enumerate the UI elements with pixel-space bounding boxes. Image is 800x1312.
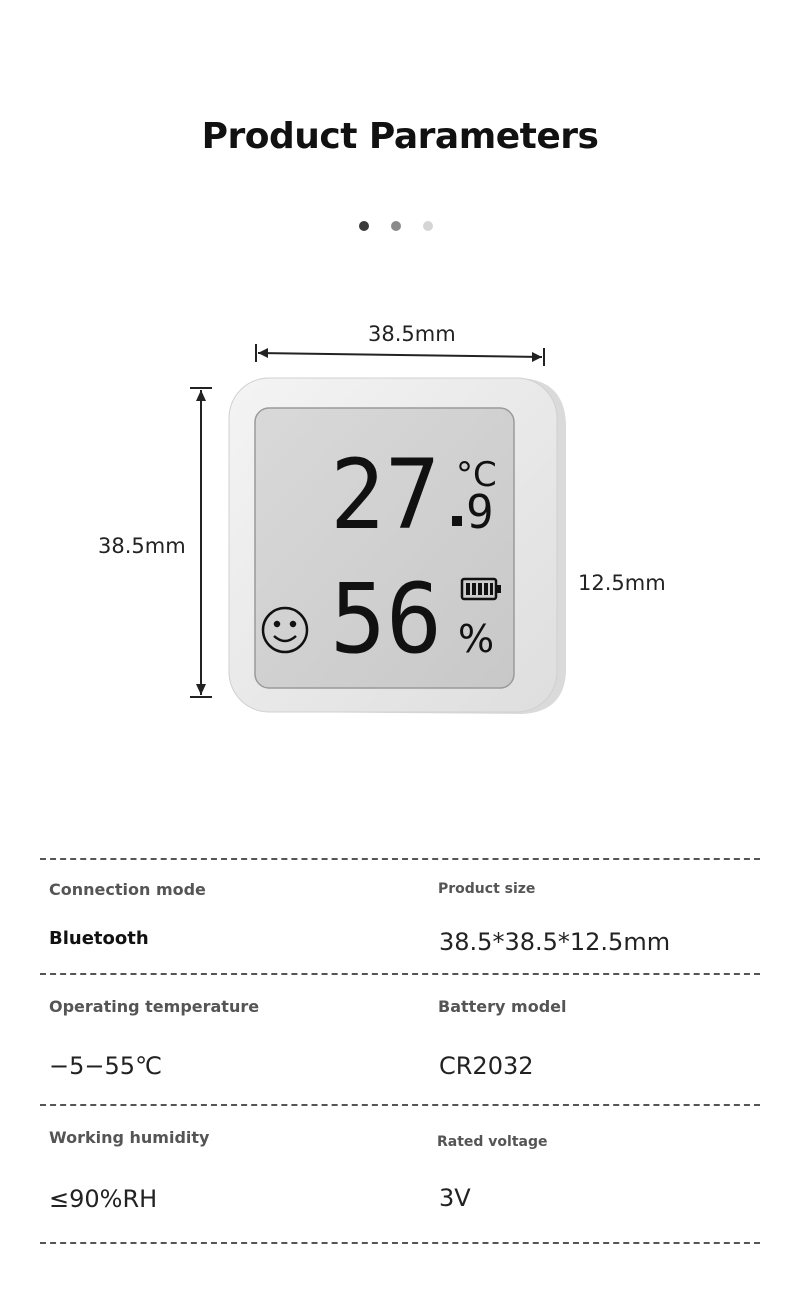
- lcd-temperature-unit: °C: [456, 455, 497, 495]
- param-value-product-size: 38.5*38.5*12.5mm: [439, 928, 671, 956]
- param-value-rated-voltage: 3V: [439, 1184, 471, 1212]
- param-value-battery-model: CR2032: [439, 1052, 534, 1080]
- lcd-temperature: 27: [330, 439, 440, 551]
- param-label-product-size: Product size: [438, 881, 536, 897]
- lcd-temperature-decimal: 9: [466, 485, 494, 539]
- divider: [40, 973, 760, 975]
- param-label-operating-temperature: Operating temperature: [49, 997, 260, 1016]
- width-dimension-label: 38.5mm: [368, 322, 456, 346]
- page-title: Product Parameters: [201, 116, 599, 157]
- divider: [40, 1242, 760, 1244]
- param-label-rated-voltage: Rated voltage: [437, 1134, 548, 1150]
- divider: [40, 858, 760, 860]
- depth-dimension-label: 12.5mm: [578, 571, 666, 595]
- height-dimension-arrow: [190, 388, 212, 697]
- divider: [40, 1104, 760, 1106]
- param-value-working-humidity: ≤90%RH: [49, 1185, 158, 1213]
- param-value-connection-mode: Bluetooth: [49, 928, 149, 949]
- height-dimension-label: 38.5mm: [98, 534, 186, 558]
- lcd-humidity-unit: %: [458, 617, 495, 661]
- param-label-battery-model: Battery model: [438, 997, 567, 1016]
- param-value-operating-temperature: −5−55℃: [49, 1052, 162, 1080]
- lcd-humidity: 56: [330, 563, 442, 675]
- width-dimension-arrow: [256, 344, 544, 366]
- param-label-working-humidity: Working humidity: [49, 1128, 210, 1147]
- param-label-connection-mode: Connection mode: [49, 880, 206, 899]
